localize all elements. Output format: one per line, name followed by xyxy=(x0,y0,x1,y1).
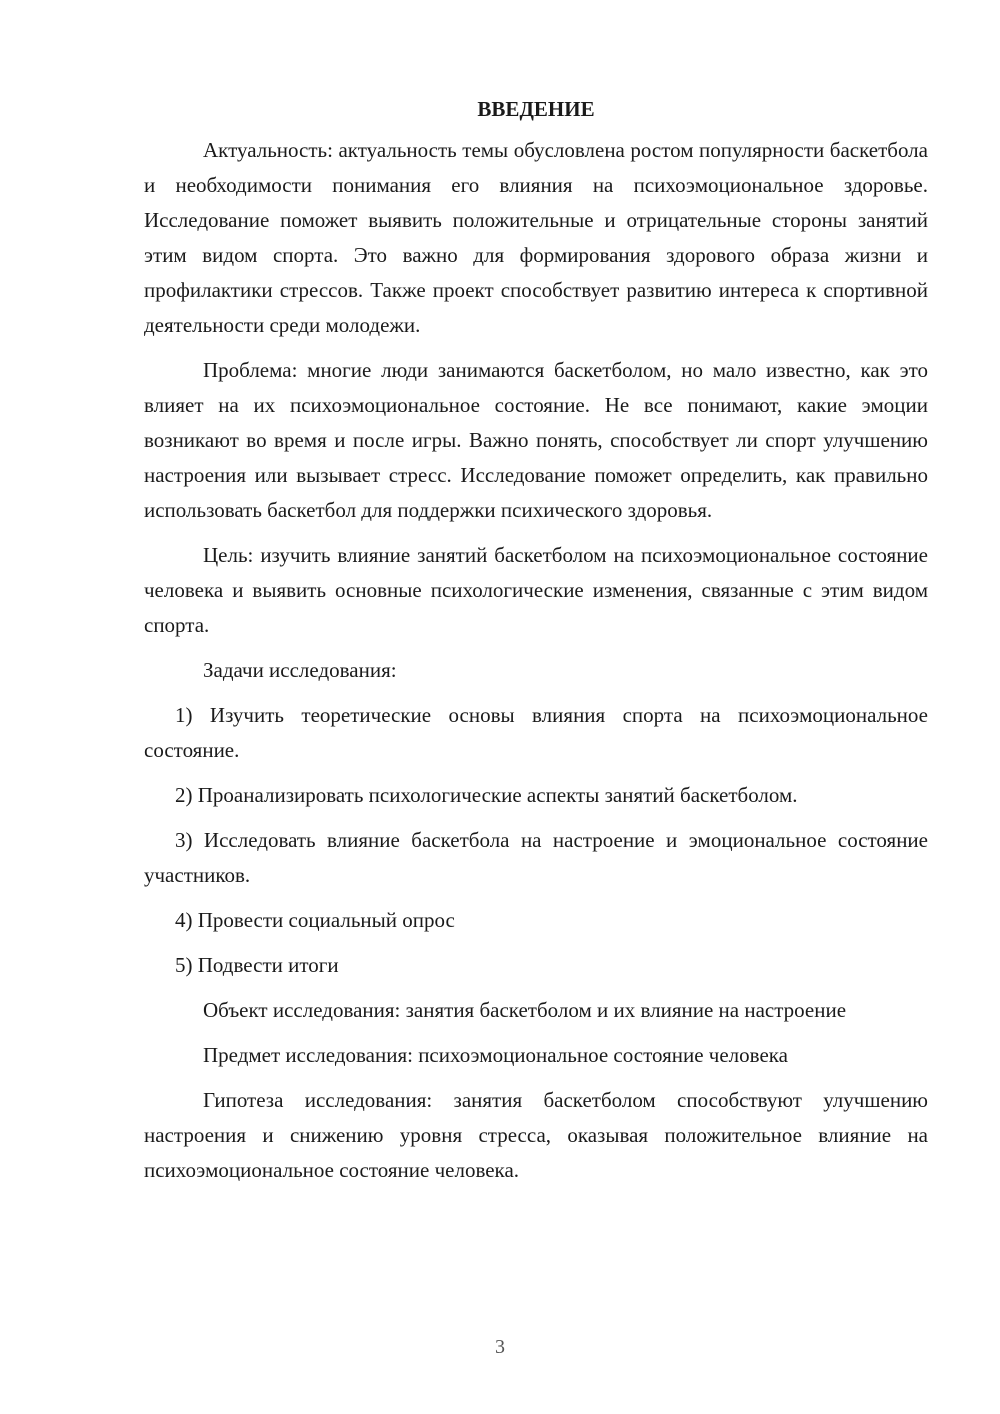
paragraph-hypothesis: Гипотеза исследования: занятия баскетболом способствуют улучшению настроения и снижению уровня стресса, оказывая положительное влияние на психоэмоциональное состояние человека. xyxy=(144,1088,928,1182)
task-item-3: 3) Исследовать влияние баскетбола на настроение и эмоциональное состояние участников. xyxy=(144,828,928,887)
page-title: ВВЕДЕНИЕ xyxy=(477,97,595,121)
task-item-5: 5) Подвести итоги xyxy=(175,953,339,977)
paragraph-object: Объект исследования: занятия баскетболом и их влияние на настроение xyxy=(203,998,847,1022)
paragraph-tasks-heading: Задачи исследования: xyxy=(203,658,397,682)
paragraph-problem: Проблема: многие люди занимаются баскетболом, но мало известно, как это влияет на их психоэмоциональное состояние. Не все понимают, какие эмоции возникают во время и после игры. Важно понять, способствует ли спорт улучшению настроения или вызывает стресс. Исследование поможет определить, как правильно использовать баскетбол для поддержки психического здоровья. xyxy=(144,358,928,522)
paragraph-goal: Цель: изучить влияние занятий баскетболом на психоэмоциональное состояние человека и выявить основные психологические изменения, связанные с этим видом спорта. xyxy=(144,543,928,637)
page-number: 3 xyxy=(495,1336,505,1358)
paragraph-subject: Предмет исследования: психоэмоциональное состояние человека xyxy=(203,1043,788,1067)
task-item-2: 2) Проанализировать психологические аспекты занятий баскетболом. xyxy=(175,783,798,807)
document-page xyxy=(144,92,928,1198)
paragraph-relevance: Актуальность: актуальность темы обусловлена ростом популярности баскетбола и необходимости понимания его влияния на психоэмоциональное здоровье. Исследование поможет выявить положительные и отрицательные стороны занятий этим видом спорта. Это важно для формирования здорового образа жизни и профилактики стрессов. Также проект способствует развитию интереса к спортивной деятельности среди молодежи. xyxy=(144,138,928,337)
task-item-4: 4) Провести социальный опрос xyxy=(175,908,455,932)
task-item-1: 1) Изучить теоретические основы влияния спорта на психоэмоциональное состояние. xyxy=(144,703,928,762)
